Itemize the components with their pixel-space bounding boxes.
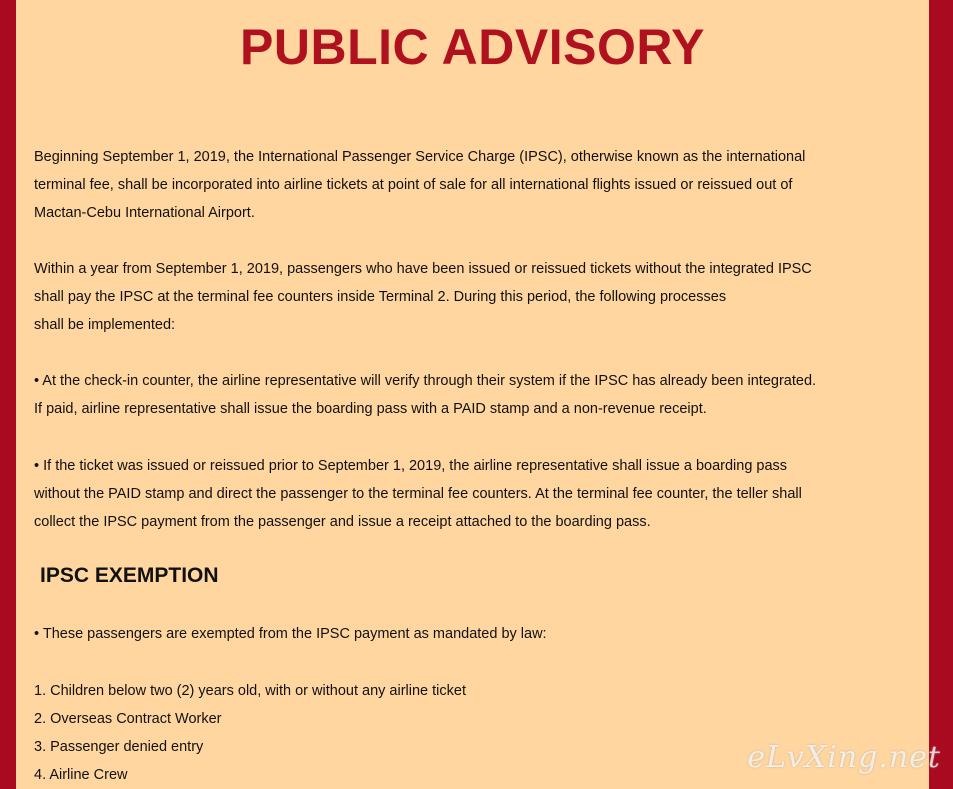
- left-border: [0, 0, 16, 789]
- paragraph-line: without the PAID stamp and direct the passenger to the terminal fee counters. At the terminal fee counter, the teller shall: [34, 486, 802, 502]
- list-item: 3. Passenger denied entry: [34, 739, 204, 755]
- right-border: [929, 0, 953, 789]
- bullet-prior-tickets: [34, 452, 914, 536]
- paragraph-line: Beginning September 1, 2019, the International Passenger Service Charge (IPSC), otherwise known as the international: [34, 149, 806, 165]
- list-item: 2. Overseas Contract Worker: [34, 711, 222, 727]
- paragraph-line: Within a year from September 1, 2019, passengers who have been issued or reissued tickets without the integrated IPSC: [34, 261, 812, 277]
- list-item: 1. Children below two (2) years old, with or without any airline ticket: [34, 683, 466, 699]
- advisory-panel: [16, 0, 929, 789]
- paragraph-line: terminal fee, shall be incorporated into airline tickets at point of sale for all international flights issued or reissued out of: [34, 177, 793, 193]
- paragraph-line: collect the IPSC payment from the passenger and issue a receipt attached to the boarding pass.: [34, 514, 651, 530]
- paragraph-line: • At the check-in counter, the airline representative will verify through their system if the IPSC has already been integrated.: [34, 373, 817, 389]
- exemption-list: [34, 677, 466, 789]
- exemption-intro: [34, 620, 914, 648]
- paragraph-line: • If the ticket was issued or reissued prior to September 1, 2019, the airline representative shall issue a boarding pass: [34, 458, 788, 474]
- site-watermark: eLvXing.net: [747, 740, 941, 775]
- page-title: PUBLIC ADVISORY: [240, 19, 705, 75]
- exemption-heading: IPSC EXEMPTION: [40, 564, 219, 587]
- paragraph-ipsc-incorporation: [34, 143, 914, 227]
- bullet-check-in-counter: [34, 367, 914, 423]
- paragraph-line: shall be implemented:: [34, 317, 176, 333]
- paragraph-line: shall pay the IPSC at the terminal fee counters inside Terminal 2. During this period, the following processes: [34, 289, 727, 305]
- paragraph-transition-period: [34, 255, 914, 339]
- paragraph-line: • These passengers are exempted from the IPSC payment as mandated by law:: [34, 626, 547, 642]
- paragraph-line: Mactan-Cebu International Airport.: [34, 205, 255, 221]
- list-item: 4. Airline Crew: [34, 767, 128, 783]
- paragraph-line: If paid, airline representative shall issue the boarding pass with a PAID stamp and a non-revenue receipt.: [34, 401, 707, 417]
